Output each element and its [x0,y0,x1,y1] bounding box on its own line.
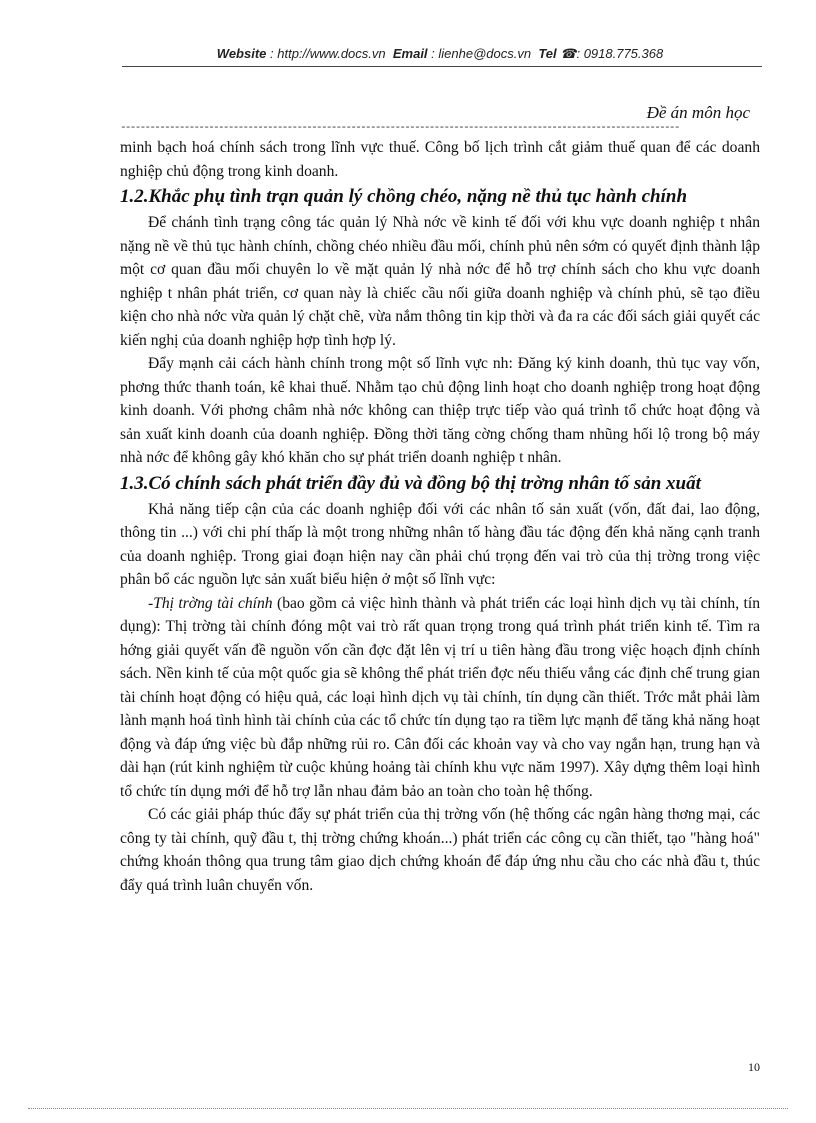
section-heading-1-3: 1.3.Có chính sách phát triển đầy đủ và đồng bộ thị trờng nhân tố sản xuất [120,472,701,494]
website-url[interactable]: : http://www.docs.vn [270,46,386,61]
paragraph-financial-market [120,592,760,804]
paragraph-continued: minh bạch hoá chính sách trong lĩnh vực thuế. Công bố lịch trình cắt giảm thuế quan để các doanh nghiệp chủ động trong kinh doanh. [120,139,760,180]
tel-label: Tel [538,46,557,61]
email-label: Email [392,46,428,61]
paragraph: Có các giải pháp thúc đẩy sự phát triển của thị trờng vốn (hệ thống các ngân hàng thơng mại, các công ty tài chính, quỹ đầu t, thị trờng chứng khoán...) phát triển các công cụ cần thiết, tạo "hàng hoá" chứng khoán thông qua trung tâm giao dịch chứng khoán để đáp ứng nhu cầu cho các nhà đầu t, thúc đẩy quá trình luân chuyển vốn. [120,806,760,894]
tel-number: : 0918.775.368 [576,46,664,61]
email-address[interactable]: : lienhe@docs.vn [431,46,532,61]
doc-title: Đề án môn học [646,103,750,122]
paragraph: Khả năng tiếp cận của các doanh nghiệp đối với các nhân tố sản xuất (vốn, đất đai, lao động, thông tin ...) với chi phí thấp là một trong những nhân tố hàng đầu tác động đến khả năng cạnh tranh của doanh nghiệp. Trong giai đoạn hiện nay cần phải chú trọng đến vai trò của thị trờng trong việc phân bổ các nguồn lực sản xuất biểu hiện ở một số lĩnh vực: [120,500,760,588]
financial-market-term: -Thị trờng tài chính [148,594,273,612]
page-number: 10 [748,1060,760,1074]
phone-icon: ☎ [560,46,577,61]
document-header [120,46,760,62]
footer-rule [28,1108,788,1109]
financial-market-text: (bao gồm cả việc hình thành và phát triển các loại hình dịch vụ tài chính, tín dụng): Thị trờng tài chính đóng một vai trò rất quan trọng trong quá trình phát triển kinh tế. Tìm ra hớng giải quyết vấn đề nguồn vốn cần đợc đặt lên vị trí u tiên hàng đầu trong việc hoạch định chính sách. Nền kinh tế của một quốc gia sẽ không thể phát triển đợc nếu thiếu vắng các định chế trung gian tài chính hoạt động có hiệu quả, các loại hình dịch vụ tài chính, tín dụng cần thiết. Trớc mắt phải làm lành mạnh hoá tình hình tài chính của các tổ chức tín dụng tạo ra tiềm lực mạnh để tăng khả năng hoạt động và đáp ứng việc bù đắp những rủi ro. Cân đối các khoản vay và cho vay ngắn hạn, trung hạn và dài hạn (rút kinh nghiệm từ cuộc khủng hoảng tài chính khu vực năm 1997). Xây dựng thêm loại hình tổ chức tín dụng mới để hỗ trợ lẫn nhau đảm bảo an toàn cho toàn hệ thống. [120,594,760,800]
paragraph: Để chánh tình trạng công tác quản lý Nhà nớc về kinh tế đối với khu vực doanh nghiệp t nhân nặng nề về thủ tục hành chính, chồng chéo nhiều đầu mối, chính phủ nên sớm có quyết định thành lập một cơ quan đầu mối chuyên lo về mặt quản lý nhà nớc để hỗ trợ chính sách cho khu vực doanh nghiệp t nhân phát triển, cơ quan này là chiếc cầu nối giữa doanh nghiệp và chính phủ, sẽ tạo điều kiện cho nhà nớc vừa quản lý chặt chẽ, vừa nắm thông tin kịp thời và đa ra các đối sách giải quyết các kiến nghị của doanh nghiệp hợp tình hợp lý. [120,214,760,349]
section-heading-1-2: 1.2.Khắc phụ tình trạn quản lý chồng chéo, nặng nề thủ tục hành chính [120,186,688,207]
document-body [120,136,760,897]
header-rule [122,66,762,67]
paragraph: Đẩy mạnh cải cách hành chính trong một số lĩnh vực nh: Đăng ký kinh doanh, thủ tục vay vốn, phơng thức thanh toán, kê khai thuế. Nhằm tạo chủ động linh hoạt cho doanh nghiệp trong hoạt động kinh doanh. Với phơng châm nhà nớc không can thiệp trực tiếp vào quá trình tổ chức hoạt động và sản xuất kinh doanh của doanh nghiệp. Đồng thời tăng cờng chống tham nhũng hối lộ trong bộ máy nhà nớc để không gây khó khăn cho sự phát triển doanh nghiệp t nhân. [120,355,760,466]
website-label: Website [216,46,267,61]
dashed-separator: ------------------------------------------------------------------------------------------------------------------ [120,122,679,134]
